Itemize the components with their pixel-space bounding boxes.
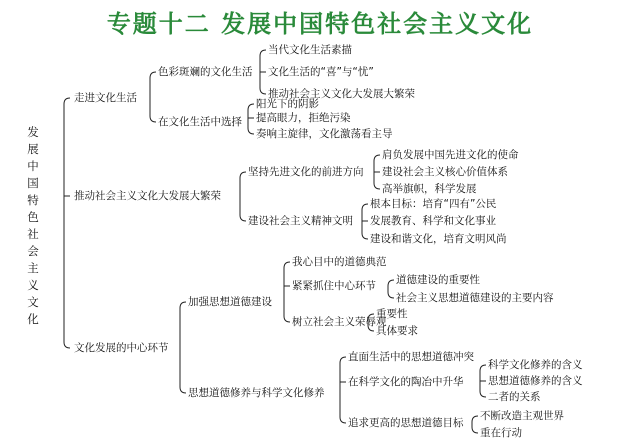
leaf-item: 具体要求 — [376, 325, 418, 337]
branch-brace — [472, 416, 478, 433]
leaf-item: 建设社会主义核心价值体系 — [382, 166, 508, 178]
subtopic: 紧紧抓住中心环节 — [292, 280, 376, 292]
subtopic: 我心目中的道德典范 — [292, 256, 387, 268]
branch-3-topic-2: 思想道德修养与科学文化修养 — [188, 387, 325, 399]
branch-2-topic-2: 建设社会主义精神文明 — [248, 215, 353, 227]
leaf-item: 高举旗帜，科学发展 — [382, 183, 477, 195]
leaf-item: 根本目标：培育“四有”公民 — [370, 198, 497, 210]
page-title: 专题十二 发展中国特色社会主义文化 — [106, 10, 534, 38]
leaf-item: 文化生活的“喜”与“忧” — [268, 66, 374, 78]
branch-brace — [64, 98, 70, 348]
branch-brace — [284, 262, 290, 322]
branch-brace — [260, 50, 266, 94]
branch-2: 推动社会主义文化大发展大繁荣 — [74, 190, 221, 202]
leaf-item: 提高眼力，拒绝污染 — [256, 112, 351, 124]
subtopic: 追求更高的思想道德目标 — [348, 417, 464, 429]
subtopic: 在科学文化的陶冶中升华 — [348, 376, 464, 388]
subtopic: 树立社会主义荣辱观 — [292, 316, 387, 328]
branch-1: 走进文化生活 — [74, 92, 137, 104]
branch-brace — [248, 104, 254, 134]
branch-2-topic-1: 坚持先进文化的前进方向 — [248, 166, 364, 178]
branch-1-topic-2: 在文化生活中选择 — [158, 116, 242, 128]
branch-3: 文化发展的中心环节 — [74, 342, 169, 354]
leaf-item: 不断改造主观世界 — [480, 410, 564, 422]
leaf-item: 发展教育、科学和文化事业 — [370, 215, 496, 227]
leaf-item: 当代文化生活素描 — [268, 44, 352, 56]
leaf-item: 道德建设的重要性 — [396, 274, 480, 286]
branch-brace — [240, 172, 246, 221]
subtopic: 直面生活中的思想道德冲突 — [348, 351, 474, 363]
leaf-item: 社会主义思想道德建设的主要内容 — [396, 292, 554, 304]
leaf-item: 科学文化修养的含义 — [488, 359, 583, 371]
branch-brace — [362, 204, 368, 239]
branch-brace — [180, 302, 186, 393]
branch-brace — [374, 155, 380, 189]
branch-brace — [150, 72, 156, 122]
branch-1-topic-1: 色彩斑斓的文化生活 — [158, 66, 253, 78]
leaf-item: 阳光下的阴影 — [256, 98, 319, 110]
leaf-item: 重在行动 — [480, 427, 522, 439]
branch-brace — [480, 365, 486, 397]
leaf-item: 二者的关系 — [488, 391, 541, 403]
leaf-item: 建设和谐文化，培育文明风尚 — [370, 233, 507, 245]
leaf-item: 奏响主旋律，文化激荡看主导 — [256, 128, 393, 140]
leaf-item: 重要性 — [376, 308, 408, 320]
leaf-item: 思想道德修养的含义 — [488, 375, 583, 387]
leaf-item: 推动社会主义文化大发展大繁荣 — [268, 88, 415, 100]
branch-brace — [340, 357, 346, 423]
root-node: 发展中国特色社会主义文化 — [27, 125, 39, 326]
leaf-item: 肩负发展中国先进文化的使命 — [382, 149, 519, 161]
branch-brace — [388, 280, 394, 298]
branch-3-topic-1: 加强思想道德建设 — [188, 296, 272, 308]
